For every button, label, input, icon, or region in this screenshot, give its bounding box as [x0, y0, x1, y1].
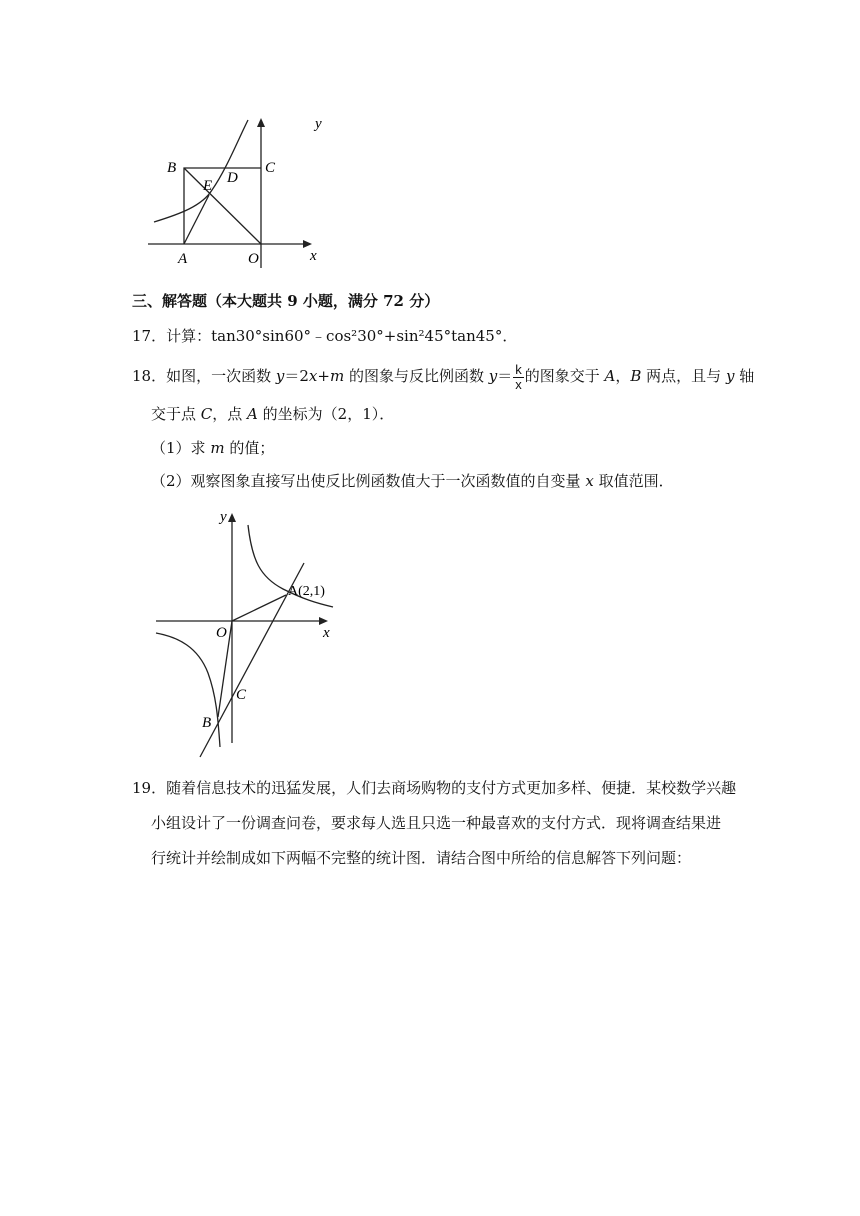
fraction-k-over-x: $\frac{k}{x}$: [515, 361, 522, 392]
question-18-part1: （1）求 m 的值；: [151, 439, 275, 457]
figure-line-hyperbola: [148, 505, 368, 760]
label-B: B: [167, 160, 177, 176]
segment-AE: [184, 195, 209, 244]
question-19-line3: 行统计并绘制成如下两幅不完整的统计图．请结合图中所给的信息解答下列问题：: [151, 849, 692, 867]
question-18-line1: 18．如图，一次函数 y＝2x+m 的图象与反比例函数 y＝ $\frac{k}{x}$ 的图象交于 A，B 两点，且与 y 轴: [132, 361, 755, 392]
label-y: y: [220, 509, 227, 525]
label-O: O: [216, 625, 227, 641]
question-18-part2: （2）观察图象直接写出使反比例函数值大于一次函数值的自变量 x 取值范围．: [151, 472, 674, 490]
label-B: B: [202, 715, 212, 731]
segment-OA: [232, 595, 286, 621]
question-18-line2: 交于点 C，点 A 的坐标为（2，1）．: [151, 405, 395, 423]
question-19-line1: 19．随着信息技术的迅猛发展，人们去商场购物的支付方式更加多样、便捷．某校数学兴趣: [132, 779, 737, 797]
figure-square-hyperbola: [140, 110, 330, 270]
question-number: 19．: [132, 779, 167, 797]
label-A: A: [178, 251, 188, 267]
label-x: x: [310, 248, 317, 264]
question-17: [132, 326, 517, 346]
label-x: x: [323, 625, 330, 641]
question-number: 18．: [132, 367, 167, 385]
label-E: E: [203, 178, 213, 194]
label-y: y: [315, 116, 322, 132]
question-19-line2: 小组设计了一份调查问卷，要求每人选且只选一种最喜欢的支付方式．现将调查结果进: [151, 814, 722, 832]
label-C: C: [265, 160, 276, 176]
label-D: D: [227, 170, 238, 186]
label-C: C: [236, 687, 247, 703]
question-number: 17．: [132, 327, 167, 345]
label-O: O: [248, 251, 259, 267]
label-A: A(2,1): [288, 584, 325, 599]
question-text: 计算：tan30°sin60°﹣cos²30°+sin²45°tan45°．: [166, 327, 518, 345]
section-heading: 三、解答题（本大题共 9 小题，满分 72 分）: [132, 292, 440, 310]
